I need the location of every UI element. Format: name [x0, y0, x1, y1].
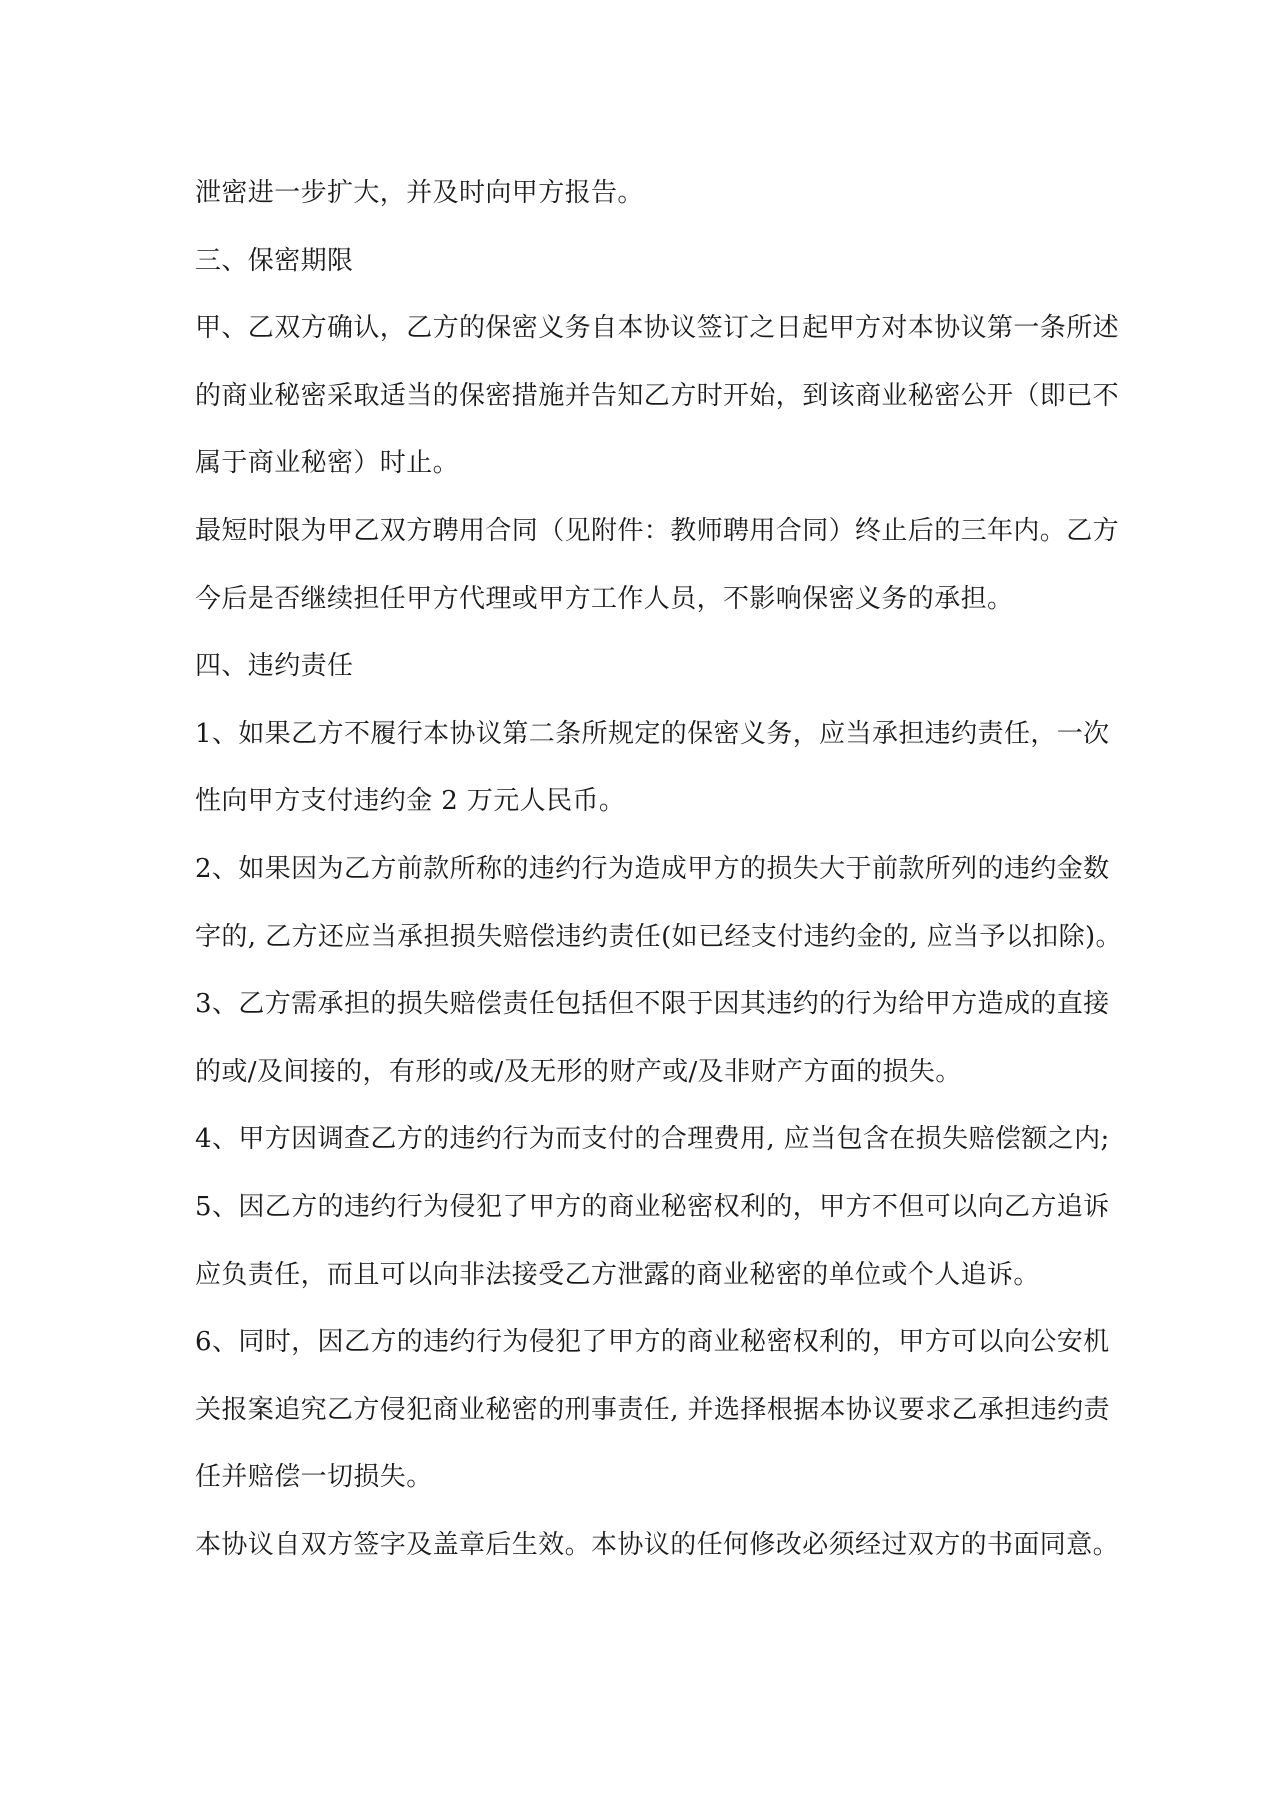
paragraph-line: 的商业秘密采取适当的保密措施并告知乙方时开始，到该商业秘密公开（即已不: [195, 380, 1120, 411]
section-heading-confidentiality-period: 三、保密期限: [195, 245, 354, 276]
clause-1-line: 性向甲方支付违约金 2 万元人民币。: [195, 786, 626, 817]
closing-paragraph-line: 本协议自双方签字及盖章后生效。本协议的任何修改必须经过双方的书面同意。: [195, 1529, 1120, 1560]
clause-2-line: 2、如果因为乙方前款所称的违约行为造成甲方的损失大于前款所列的违约金数: [195, 853, 1110, 884]
paragraph-line: 泄密进一步扩大，并及时向甲方报告。: [195, 178, 644, 208]
paragraph-line: 甲、乙双方确认，乙方的保密义务自本协议签订之日起甲方对本协议第一条所述: [195, 313, 1120, 344]
paragraph-line: 今后是否继续担任甲方代理或甲方工作人员，不影响保密义务的承担。: [195, 583, 1014, 614]
clause-5-line: 5、因乙方的违约行为侵犯了甲方的商业秘密权利的，甲方不但可以向乙方追诉: [195, 1191, 1110, 1222]
document-body: [195, 160, 1122, 1579]
clause-3-line: 3、乙方需承担的损失赔偿责任包括但不限于因其违约的行为给甲方造成的直接: [195, 989, 1110, 1020]
clause-1-line: 1、如果乙方不履行本协议第二条所规定的保密义务，应当承担违约责任，一次: [195, 718, 1110, 749]
clause-2-line: 字的, 乙方还应当承担损失赔偿违约责任(如已经支付违约金的, 应当予以扣除)。: [195, 921, 1122, 952]
clause-3-line: 的或/及间接的，有形的或/及无形的财产或/及非财产方面的损失。: [195, 1056, 962, 1087]
paragraph-line: 属于商业秘密）时止。: [195, 448, 460, 479]
section-heading-breach-liability: 四、违约责任: [195, 651, 354, 682]
clause-6-line: 任并赔偿一切损失。: [195, 1462, 433, 1493]
clause-5-line: 应负责任，而且可以向非法接受乙方泄露的商业秘密的单位或个人追诉。: [195, 1259, 1040, 1290]
clause-6-line: 6、同时，因乙方的违约行为侵犯了甲方的商业秘密权利的，甲方可以向公安机: [195, 1327, 1110, 1358]
clause-6-line: 关报案追究乙方侵犯商业秘密的刑事责任, 并选择根据本协议要求乙承担违约责: [195, 1394, 1110, 1425]
clause-4-line: 4、甲方因调查乙方的违约行为而支付的合理费用, 应当包含在损失赔偿额之内;: [195, 1124, 1110, 1155]
paragraph-line: 最短时限为甲乙双方聘用合同（见附件：教师聘用合同）终止后的三年内。乙方: [195, 515, 1120, 546]
